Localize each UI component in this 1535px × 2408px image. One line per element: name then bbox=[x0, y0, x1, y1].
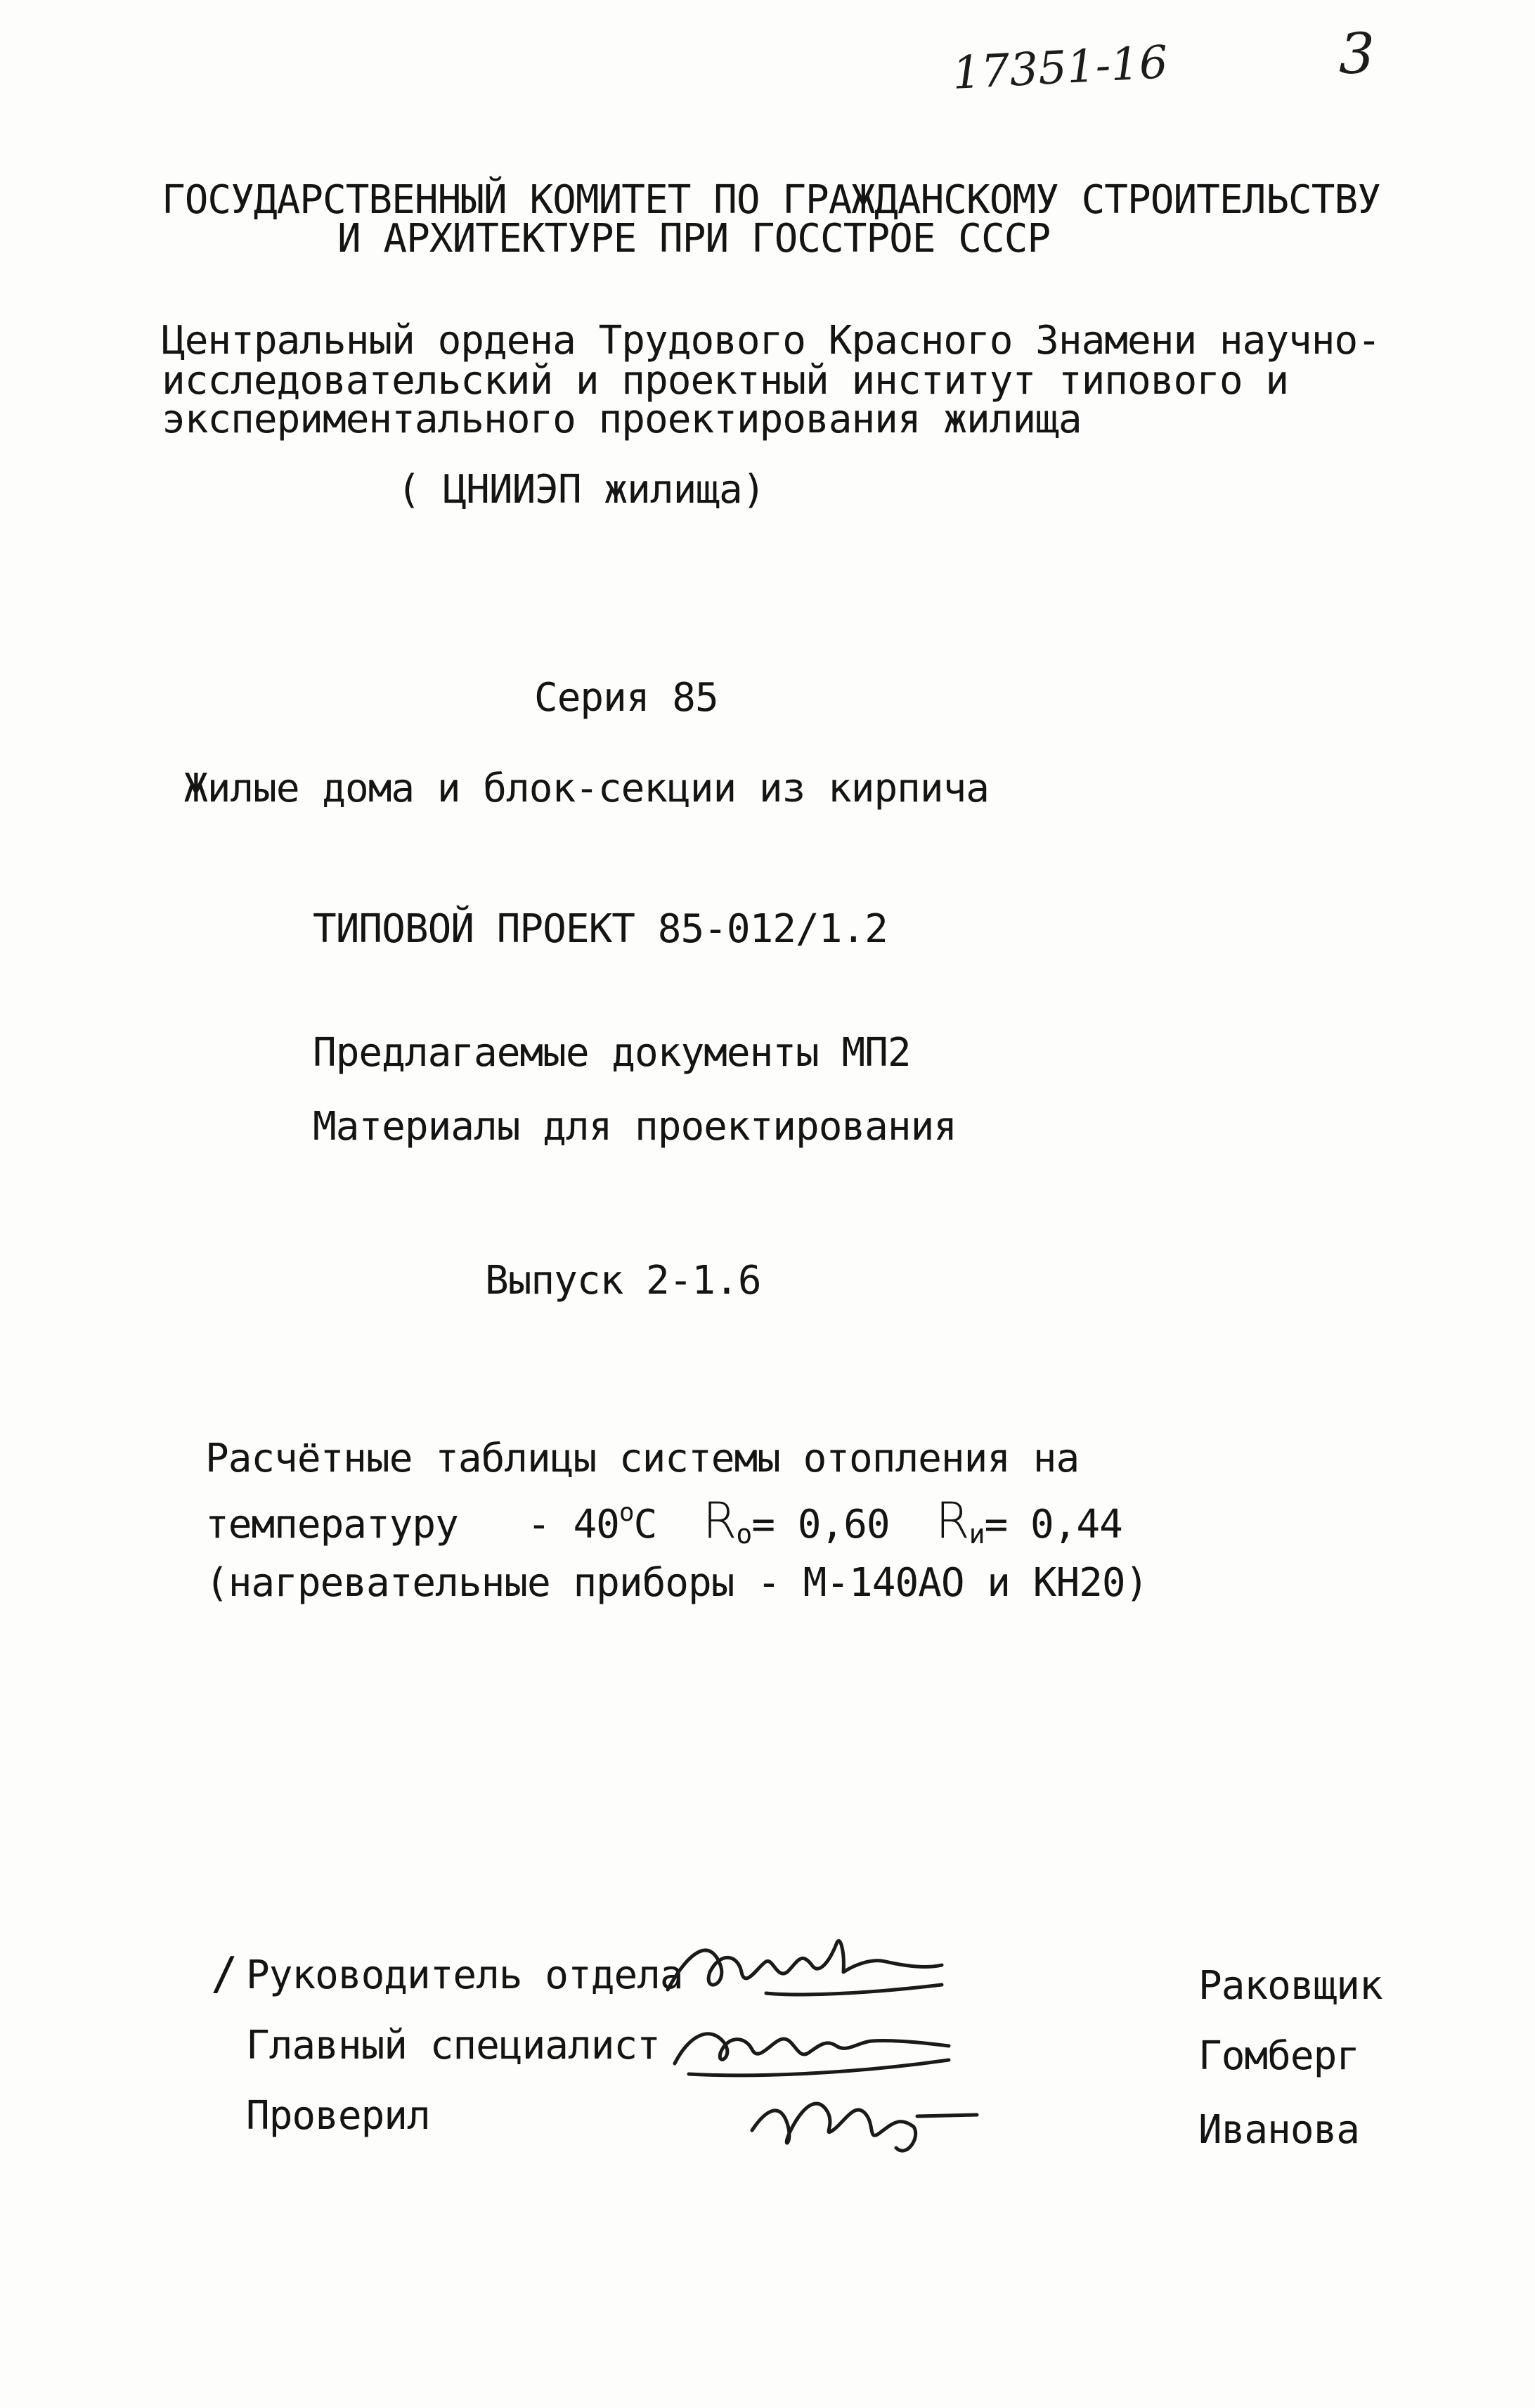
signature-check-mark: / bbox=[211, 1948, 238, 2000]
signature-scribble-1 bbox=[661, 1923, 956, 2007]
project-title: ТИПОВОЙ ПРОЕКТ 85-012/1.2 bbox=[313, 906, 888, 952]
signature-scribble-3 bbox=[738, 2074, 991, 2165]
temperature-unit: С bbox=[633, 1502, 657, 1547]
signature-role-checked-by: Проверил bbox=[246, 2093, 430, 2139]
ri-subscript: и bbox=[969, 1519, 985, 1550]
r0-symbol: R bbox=[702, 1492, 737, 1550]
ri-symbol: R bbox=[935, 1492, 969, 1550]
subject-line3: (нагревательные приборы - М-140АО и КН20) bbox=[205, 1560, 1148, 1606]
signature-scribble-2 bbox=[668, 2007, 963, 2085]
temperature-value: - 40 bbox=[527, 1502, 619, 1547]
signature-role-chief-specialist: Главный специалист bbox=[246, 2023, 660, 2068]
project-issue: Выпуск 2-1.6 bbox=[485, 1258, 761, 1303]
r0-value: = 0,60 bbox=[751, 1502, 890, 1547]
r0-subscript: о bbox=[736, 1519, 752, 1550]
institute-abbreviation: ( ЦНИИЭП жилища) bbox=[397, 467, 765, 513]
project-materials: Материалы для проектирования bbox=[313, 1104, 957, 1150]
series-label: Серия 85 bbox=[534, 675, 718, 721]
institute-line2: исследовательский и проектный институт типового и bbox=[162, 358, 1289, 404]
series-description: Жилые дома и блок-секции из кирпича bbox=[184, 766, 990, 811]
signature-role-head-of-department: Руководитель отдела bbox=[246, 1952, 683, 1998]
page-number-annotation: 3 bbox=[1339, 21, 1375, 86]
project-documents: Предлагаемые документы МП2 bbox=[313, 1030, 911, 1076]
temperature-word: температуру bbox=[205, 1502, 458, 1547]
degree-symbol: о bbox=[618, 1498, 634, 1527]
committee-title-line1: ГОСУДАРСТВЕННЫЙ КОМИТЕТ ПО ГРАЖДАНСКОМУ СТРОИТЕЛЬСТВУ bbox=[162, 177, 1380, 223]
committee-title-line2: И АРХИТЕКТУРЕ ПРИ ГОССТРОЕ СССР bbox=[337, 216, 1051, 262]
subject-line1: Расчётные таблицы системы отопления на bbox=[205, 1436, 1080, 1481]
institute-line1: Центральный ордена Трудового Красного Знамени научно- bbox=[162, 318, 1380, 363]
document-number-annotation: 17351-16 bbox=[951, 37, 1170, 100]
signature-name-ivanova: Иванова bbox=[1198, 2107, 1360, 2153]
signature-name-rakovshchik: Раковщик bbox=[1198, 1963, 1382, 2009]
ri-value: = 0,44 bbox=[984, 1502, 1122, 1547]
signature-name-gomberg: Гомберг bbox=[1198, 2033, 1360, 2079]
temperature-formula bbox=[205, 1492, 1122, 1555]
institute-line3: экспериментального проектирования жилища bbox=[162, 397, 1082, 442]
